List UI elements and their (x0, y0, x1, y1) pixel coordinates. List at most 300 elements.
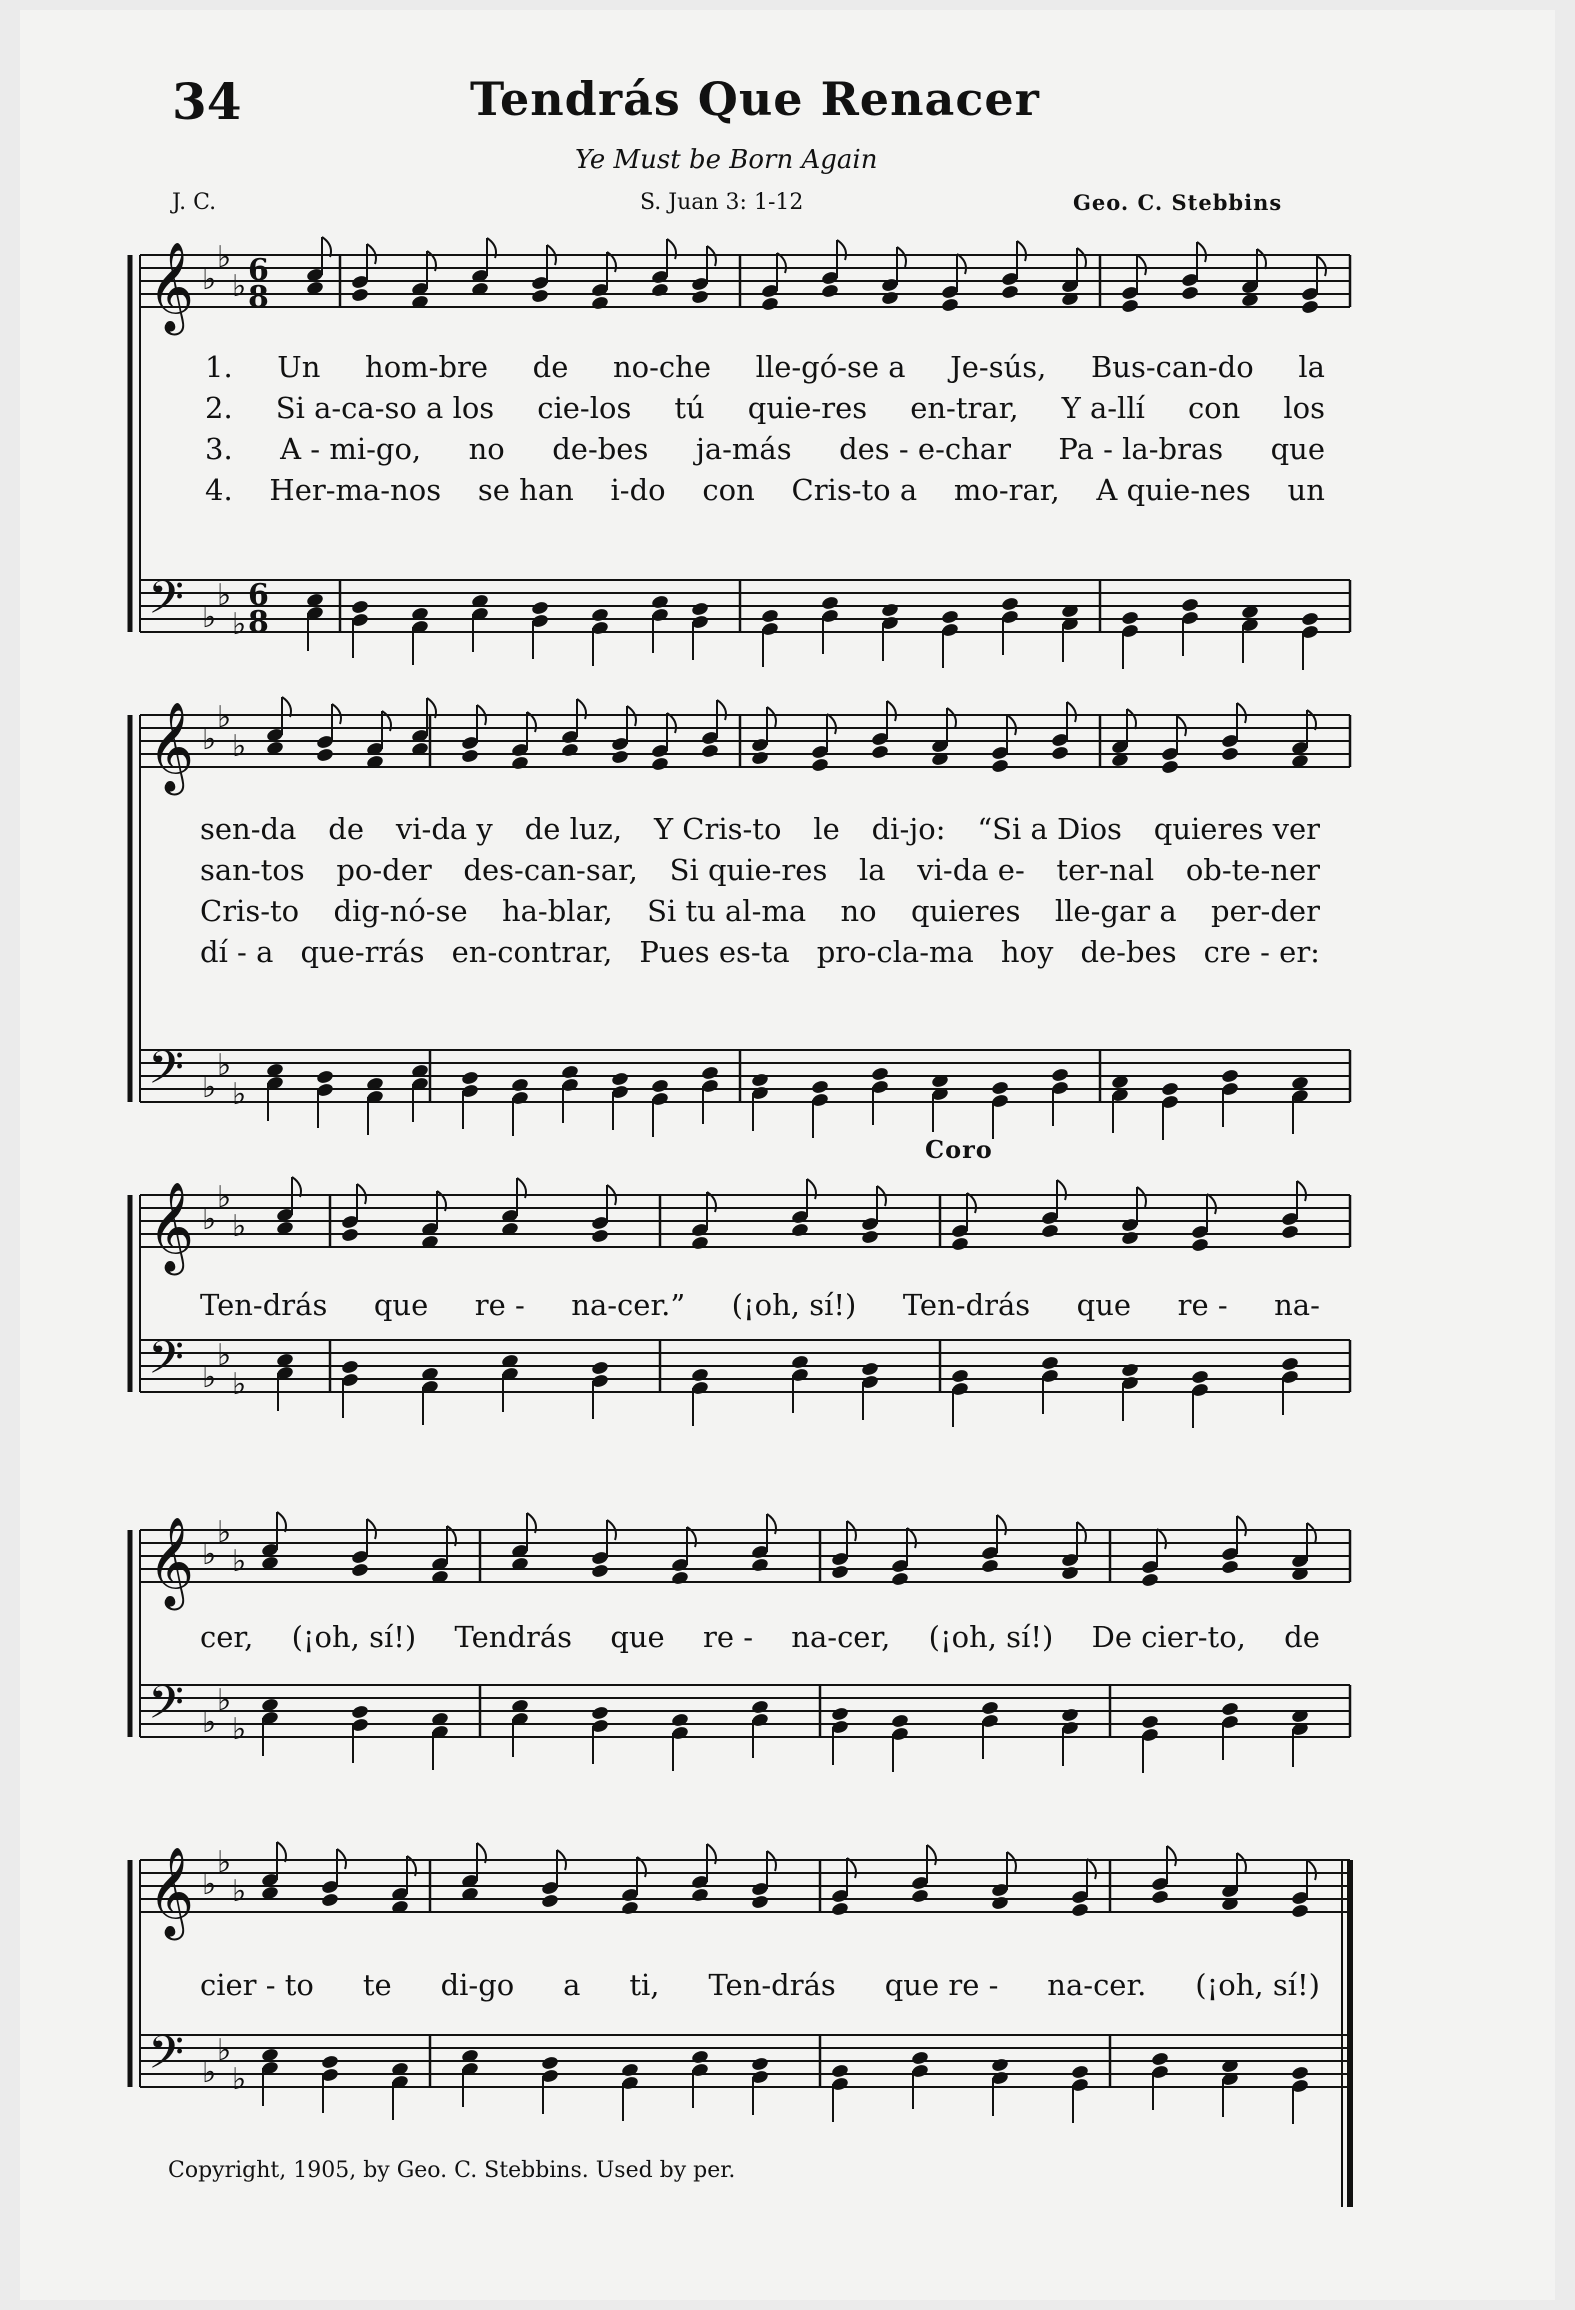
note-head (341, 1227, 360, 1243)
note-head (1161, 1081, 1180, 1097)
note-head (691, 1235, 710, 1251)
bass-clef: 𝄢 (148, 1676, 185, 1741)
lyric-syllable: quieres ver (1153, 812, 1320, 846)
note-head (1121, 610, 1140, 626)
note-flag (1197, 242, 1206, 262)
lyric-syllable: Si a-ca-so a los (275, 391, 495, 425)
lyric-syllable: de (532, 350, 569, 384)
lyric-syllable: Ten-drás (200, 1288, 328, 1322)
flat-sign: ♭ (202, 1867, 217, 1902)
note-flag (837, 240, 846, 260)
note-flag (1077, 1522, 1086, 1542)
lyric-syllable: cie-los (537, 391, 632, 425)
flat-sign: ♭ (217, 700, 232, 735)
flat-sign: ♭ (232, 269, 247, 304)
lyric-syllable: ja-más (695, 432, 792, 466)
flat-sign: ♭ (232, 729, 247, 764)
lyric-syllable: ter-nal (1056, 853, 1155, 887)
lyric-syllable: (¡oh, sí!) (731, 1288, 857, 1322)
note-flag (1017, 241, 1026, 261)
note-head (861, 1361, 880, 1377)
lyric-syllable: hoy (1000, 935, 1054, 969)
note-head (1121, 1362, 1140, 1378)
lyric-syllable: (¡oh, sí!) (291, 1620, 417, 1654)
lyric-syllable: cre - er: (1203, 935, 1320, 969)
note-head (1281, 1356, 1300, 1372)
lyric-syllable: A - mi-go, (280, 432, 422, 466)
lyric-syllable: re - (474, 1288, 525, 1322)
flat-sign: ♭ (202, 600, 217, 635)
note-head (321, 1892, 340, 1908)
note-flag (1137, 1187, 1146, 1207)
note-head (951, 1368, 970, 1384)
lyric-syllable: a (563, 1968, 581, 2002)
treble-clef: 𝄞 (148, 1847, 195, 1937)
treble-clef: 𝄞 (148, 242, 195, 332)
note-head (1181, 597, 1200, 613)
note-head (911, 1888, 930, 1904)
note-head (351, 599, 370, 615)
note-head (1061, 1565, 1080, 1581)
note-head (591, 1360, 610, 1376)
note-head (1141, 1714, 1160, 1730)
note-flag (997, 1515, 1006, 1535)
note-head (991, 1080, 1010, 1096)
note-head (511, 1077, 530, 1093)
lyric-line (200, 812, 1320, 846)
note-head (591, 295, 610, 311)
note-head (1141, 1572, 1160, 1588)
lyric-syllable: de-bes (1080, 935, 1177, 969)
chorus-label: Coro (925, 1135, 993, 1164)
note-head (951, 1236, 970, 1252)
flat-sign: ♭ (217, 578, 232, 613)
note-head (701, 1065, 720, 1081)
note-flag (827, 714, 836, 734)
lyric-syllable: quie-res (747, 391, 868, 425)
note-flag (767, 707, 776, 727)
lyric-syllable: que-rrás (300, 935, 425, 969)
note-head (651, 1078, 670, 1094)
lyric-syllable: pro-cla-ma (816, 935, 974, 969)
lyric-syllable: se han (477, 473, 574, 507)
lyric-line (200, 1620, 1320, 1654)
lyric-syllable: na- (1274, 1288, 1320, 1322)
note-flag (947, 708, 956, 728)
lyric-syllable: que re - (884, 1968, 999, 2002)
lyric-syllable: (¡oh, sí!) (1195, 1968, 1320, 2002)
note-head (751, 1894, 770, 1910)
time-signature-bottom: 8 (248, 605, 269, 640)
lyric-syllable: no-che (613, 350, 712, 384)
lyric-line (200, 894, 1320, 928)
flat-sign: ♭ (217, 1683, 232, 1718)
note-head (1151, 2051, 1170, 2067)
note-head (991, 758, 1010, 774)
note-head (821, 595, 840, 611)
note-head (1041, 1355, 1060, 1371)
note-flag (1317, 256, 1326, 276)
lyric-syllable: Ten-drás (902, 1288, 1031, 1322)
note-flag (957, 254, 966, 274)
note-head (871, 1066, 890, 1082)
lyric-syllable: de (1284, 1620, 1320, 1654)
flat-sign: ♭ (232, 1077, 247, 1112)
lyric-syllable: ha-blar, (501, 894, 613, 928)
lyric-syllable: lle-gó-se a (755, 350, 906, 384)
bass-clef: 𝄢 (148, 1331, 185, 1396)
note-head (511, 755, 530, 771)
lyric-syllable: Cris-to a (791, 473, 918, 507)
lyric-syllable: des-can-sar, (463, 853, 638, 887)
note-head (351, 1704, 370, 1720)
note-flag (1237, 1516, 1246, 1536)
note-head (891, 1571, 910, 1587)
note-flag (927, 1845, 936, 1865)
note-head (561, 1064, 580, 1080)
treble-clef: 𝄞 (148, 1517, 195, 1607)
note-head (831, 1564, 850, 1580)
lyric-syllable: quieres (910, 894, 1021, 928)
lyric-syllable: de-bes (552, 432, 649, 466)
note-head (811, 757, 830, 773)
song-title: Tendrás Que Renacer (470, 72, 1040, 126)
note-head (691, 1887, 710, 1903)
lyric-line (205, 473, 1325, 507)
lyric-syllable: le (813, 812, 840, 846)
lyric-syllable: De cier-to, (1091, 1620, 1246, 1654)
flat-sign: ♭ (232, 1209, 247, 1244)
flat-sign: ♭ (232, 1712, 247, 1747)
copyright-notice: Copyright, 1905, by Geo. C. Stebbins. Used by per. (168, 2158, 736, 2183)
composer: Geo. C. Stebbins (1073, 190, 1283, 215)
note-flag (1057, 1180, 1066, 1200)
page-number: 34 (172, 72, 242, 131)
note-head (1061, 1707, 1080, 1723)
lyric-syllable: dí - a (200, 935, 274, 969)
lyric-syllable: con (702, 473, 755, 507)
note-head (941, 609, 960, 625)
note-head (1051, 745, 1070, 761)
note-head (691, 289, 710, 305)
note-flag (897, 247, 906, 267)
note-head (461, 1070, 480, 1086)
lyric-syllable: dig-nó-se (333, 894, 468, 928)
lyric-syllable: que (1076, 1288, 1132, 1322)
lyric-syllable: di-go (440, 1968, 515, 2002)
note-flag (1237, 1853, 1246, 1873)
lyric-syllable: Pues es-ta (639, 935, 790, 969)
flat-sign: ♭ (202, 2055, 217, 2090)
flat-sign: ♭ (217, 1180, 232, 1215)
note-head (591, 1563, 610, 1579)
lyric-syllable: de luz, (524, 812, 623, 846)
bass-clef: 𝄢 (148, 2026, 185, 2091)
lyric-syllable: con (1187, 391, 1241, 425)
lyric-line (200, 935, 1320, 969)
lyric-syllable: en-trar, (910, 391, 1019, 425)
lyric-syllable: de (328, 812, 364, 846)
lyric-syllable: Bus-can-do (1091, 350, 1254, 384)
note-head (531, 288, 550, 304)
note-head (881, 290, 900, 306)
note-head (351, 287, 370, 303)
note-flag (1127, 709, 1136, 729)
flat-sign: ♭ (202, 262, 217, 297)
lyric-syllable: que (373, 1288, 429, 1322)
note-head (1221, 1068, 1240, 1084)
lyric-syllable: la (859, 853, 886, 887)
note-flag (1177, 716, 1186, 736)
note-flag (1007, 1852, 1016, 1872)
note-flag (1207, 1194, 1216, 1214)
note-head (316, 1069, 335, 1085)
lyric-syllable: na-cer.” (571, 1288, 686, 1322)
lyric-syllable: en-contrar, (451, 935, 613, 969)
lyric-syllable: Je-sús, (950, 350, 1047, 384)
note-head (1151, 1889, 1170, 1905)
note-head (1161, 759, 1180, 775)
note-head (751, 2056, 770, 2072)
note-head (1281, 1224, 1300, 1240)
note-head (1291, 2065, 1310, 2081)
flat-sign: ♭ (232, 2062, 247, 2097)
flat-sign: ♭ (232, 1874, 247, 1909)
note-head (1221, 1701, 1240, 1717)
lyric-syllable: na-cer, (791, 1620, 891, 1654)
note-head (691, 601, 710, 617)
note-head (761, 296, 780, 312)
note-head (541, 1893, 560, 1909)
lyric-line (200, 853, 1320, 887)
note-head (341, 1359, 360, 1375)
scripture-reference: S. Juan 3: 1-12 (640, 190, 804, 215)
flat-sign: ♭ (202, 1360, 217, 1395)
lyric-line (200, 1968, 1320, 2002)
note-head (751, 750, 770, 766)
note-head (1001, 596, 1020, 612)
note-head (671, 1712, 690, 1728)
note-head (591, 607, 610, 623)
note-head (1071, 1902, 1090, 1918)
note-flag (1307, 1523, 1316, 1543)
time-signature-top: 6 (248, 578, 269, 613)
lyric-syllable: re - (702, 1620, 754, 1654)
lyric-syllable: des - e-char (839, 432, 1011, 466)
lyric-syllable: sen-da (200, 812, 297, 846)
lyric-syllable: (¡oh, sí!) (928, 1620, 1054, 1654)
note-head (651, 756, 670, 772)
note-head (321, 2054, 340, 2070)
lyric-syllable: Pa - la-bras (1058, 432, 1224, 466)
note-flag (1297, 1181, 1306, 1201)
song-subtitle: Ye Must be Born Again (575, 145, 878, 175)
lyric-syllable: Ten-drás (708, 1968, 836, 2002)
lyric-syllable: Tendrás (454, 1620, 573, 1654)
lyric-line (200, 1288, 1320, 1322)
note-flag (887, 701, 896, 721)
note-head (316, 747, 335, 763)
note-head (651, 282, 670, 298)
flat-sign: ♭ (217, 1845, 232, 1880)
note-head (941, 297, 960, 313)
lyricist: J. C. (172, 190, 217, 215)
note-head (1191, 1237, 1210, 1253)
note-head (701, 743, 720, 759)
note-flag (1167, 1846, 1176, 1866)
note-head (651, 594, 670, 610)
lyric-syllable: 3. (205, 432, 233, 466)
lyric-syllable: hom-bre (365, 350, 489, 384)
note-head (861, 1229, 880, 1245)
note-head (351, 1562, 370, 1578)
note-head (1221, 1559, 1240, 1575)
note-head (751, 1699, 770, 1715)
time-signature-bottom: 8 (248, 280, 269, 315)
note-head (621, 2062, 640, 2078)
lyric-syllable: na-cer. (1047, 1968, 1147, 2002)
lyric-syllable: no (840, 894, 877, 928)
note-flag (1067, 702, 1076, 722)
bass-clef: 𝄢 (148, 571, 185, 636)
lyric-syllable: 4. (205, 473, 233, 507)
note-head (1051, 1067, 1070, 1083)
note-head (751, 1557, 770, 1573)
lyric-syllable: Y a-llí (1061, 391, 1145, 425)
lyric-syllable: Si quie-res (669, 853, 828, 887)
lyric-syllable: los (1283, 391, 1325, 425)
note-head (1071, 2064, 1090, 2080)
note-head (911, 2050, 930, 2066)
note-head (691, 2049, 710, 2065)
note-head (591, 1228, 610, 1244)
lyric-syllable: ti, (629, 1968, 660, 2002)
note-head (821, 283, 840, 299)
note-head (1181, 285, 1200, 301)
flat-sign: ♭ (202, 1070, 217, 1105)
note-head (991, 1895, 1010, 1911)
note-head (1221, 746, 1240, 762)
note-head (561, 742, 580, 758)
flat-sign: ♭ (217, 240, 232, 275)
note-head (611, 749, 630, 765)
note-flag (1137, 255, 1146, 275)
lyric-syllable: mo-rar, (953, 473, 1060, 507)
note-head (1001, 284, 1020, 300)
note-head (831, 1901, 850, 1917)
bass-clef: 𝄢 (148, 1041, 185, 1106)
lyric-syllable: que (610, 1620, 665, 1654)
lyric-syllable: no (468, 432, 505, 466)
lyric-syllable: vi-da e- (917, 853, 1025, 887)
note-head (461, 748, 480, 764)
lyric-syllable: A quie-nes (1096, 473, 1251, 507)
lyric-line (205, 432, 1325, 466)
note-head (611, 1071, 630, 1087)
flat-sign: ♭ (217, 1048, 232, 1083)
note-flag (1257, 249, 1266, 269)
lyric-syllable: i-do (610, 473, 666, 507)
flat-sign: ♭ (202, 1705, 217, 1740)
lyric-line (205, 391, 1325, 425)
lyric-syllable: ob-te-ner (1185, 853, 1320, 887)
flat-sign: ♭ (232, 1367, 247, 1402)
note-head (791, 1354, 810, 1370)
note-head (831, 2063, 850, 2079)
note-head (791, 1222, 810, 1238)
lyric-syllable: re - (1177, 1288, 1228, 1322)
lyric-syllable: per-der (1210, 894, 1320, 928)
lyric-syllable: po-der (336, 853, 432, 887)
note-head (991, 2057, 1010, 2073)
flat-sign: ♭ (217, 2033, 232, 2068)
note-head (531, 600, 550, 616)
note-head (811, 1079, 830, 1095)
lyric-syllable: te (362, 1968, 392, 2002)
note-head (751, 1072, 770, 1088)
note-head (831, 1706, 850, 1722)
lyric-syllable: Si tu al-ma (647, 894, 807, 928)
lyric-syllable: 1. (205, 350, 233, 384)
note-head (1121, 1230, 1140, 1246)
lyric-syllable: lle-gar a (1054, 894, 1177, 928)
lyric-syllable: Cris-to (200, 894, 300, 928)
lyric-syllable: que (1270, 432, 1325, 466)
note-head (691, 1367, 710, 1383)
flat-sign: ♭ (202, 1202, 217, 1237)
lyric-syllable: cier - to (200, 1968, 314, 2002)
flat-sign: ♭ (232, 1544, 247, 1579)
note-flag (717, 700, 726, 720)
lyric-syllable: Her-ma-nos (269, 473, 442, 507)
note-head (1291, 1903, 1310, 1919)
note-head (981, 1558, 1000, 1574)
note-head (761, 608, 780, 624)
note-head (1191, 1369, 1210, 1385)
note-flag (1157, 1529, 1166, 1549)
note-flag (1007, 715, 1016, 735)
lyric-syllable: san-tos (200, 853, 305, 887)
lyric-syllable: vi-da y (395, 812, 493, 846)
note-head (621, 1900, 640, 1916)
lyric-syllable: Y Cris-to (653, 812, 782, 846)
note-head (871, 744, 890, 760)
note-head (1301, 611, 1320, 627)
note-flag (1307, 1860, 1316, 1880)
note-flag (1077, 248, 1086, 268)
note-head (591, 1705, 610, 1721)
note-head (671, 1570, 690, 1586)
lyric-syllable: cer, (200, 1620, 254, 1654)
lyric-syllable: di-jo: (871, 812, 946, 846)
lyric-syllable: un (1287, 473, 1325, 507)
lyric-syllable: la (1298, 350, 1325, 384)
flat-sign: ♭ (217, 1338, 232, 1373)
flat-sign: ♭ (202, 722, 217, 757)
time-signature-top: 6 (248, 253, 269, 288)
note-head (981, 1700, 1000, 1716)
note-head (541, 2055, 560, 2071)
treble-clef: 𝄞 (148, 1182, 195, 1272)
flat-sign: ♭ (232, 607, 247, 642)
note-head (891, 1713, 910, 1729)
lyric-syllable: Un (277, 350, 321, 384)
note-head (1041, 1223, 1060, 1239)
note-flag (1087, 1859, 1096, 1879)
note-head (1121, 298, 1140, 314)
lyric-line (205, 350, 1325, 384)
treble-clef: 𝄞 (148, 702, 195, 792)
